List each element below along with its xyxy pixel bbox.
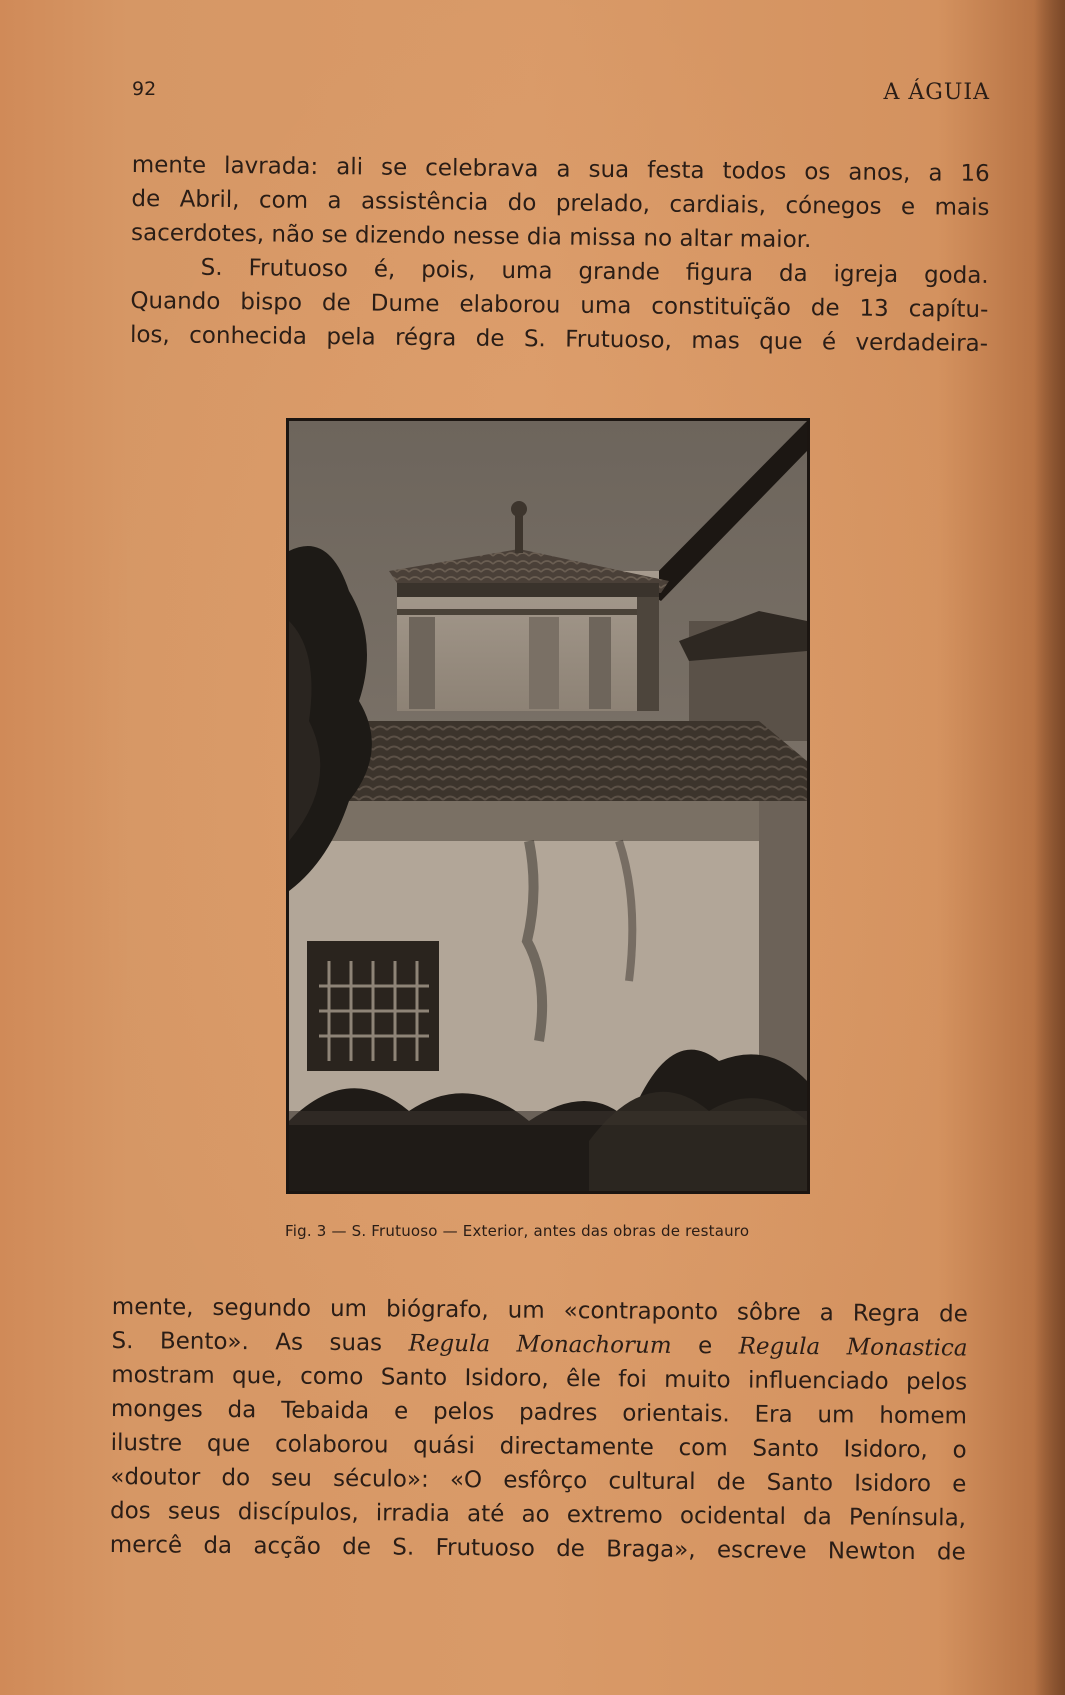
text-line: Quando bispo de Dume elaborou uma constituïção de 13 capítu- xyxy=(130,287,989,323)
text-line: monges da Tebaida e pelos padres orientais. Era um homem xyxy=(110,1395,968,1430)
text-line: mente lavrada: ali se celebrava a sua festa todos os anos, a 16 xyxy=(131,151,990,187)
running-title: A ÁGUIA xyxy=(883,80,990,105)
text-line: «doutor do seu século»: «O esfôrço cultural de Santo Isidoro e xyxy=(110,1463,967,1498)
text-line: mente, segundo um biógrafo, um «contraponto sôbre a Regra de xyxy=(111,1293,968,1328)
figure-caption: Fig. 3 — S. Frutuoso — Exterior, antes das obras de restauro xyxy=(285,1222,750,1240)
italic-title: Regula Monastica xyxy=(738,1333,968,1362)
italic-title: Regula Monachorum xyxy=(408,1330,672,1359)
text-line: mercê da acção de S. Frutuoso de Braga», escreve Newton de xyxy=(109,1531,966,1566)
text-line: S. Frutuoso é, pois, uma grande figura da igreja goda. xyxy=(200,254,989,289)
text-segment: e xyxy=(697,1333,713,1360)
text-line: sacerdotes, não se dizendo nesse dia missa no altar maior. xyxy=(130,219,812,254)
text-line: de Abril, com a assistência do prelado, cardiais, cónegos e mais xyxy=(131,185,990,221)
church-exterior-photo xyxy=(289,421,807,1191)
text-line: los, conhecida pela régra de S. Frutuoso, mas que é verdadeira- xyxy=(129,321,989,357)
page-number: 92 xyxy=(132,78,157,100)
text-line: dos seus discípulos, irradia até ao extremo ocidental da Península, xyxy=(109,1497,967,1532)
paragraph-bottom xyxy=(110,1290,968,1569)
paragraph-top xyxy=(130,148,990,361)
text-segment: S. Bento». As suas xyxy=(111,1327,383,1357)
text-line: mostram que, como Santo Isidoro, êle foi muito influenciado pelos xyxy=(111,1361,968,1396)
text-line: ilustre que colaborou quási directamente com Santo Isidoro, o xyxy=(110,1429,967,1464)
page-header xyxy=(132,78,990,108)
page-edge-shadow xyxy=(1035,0,1065,1695)
figure-photograph xyxy=(286,418,810,1194)
